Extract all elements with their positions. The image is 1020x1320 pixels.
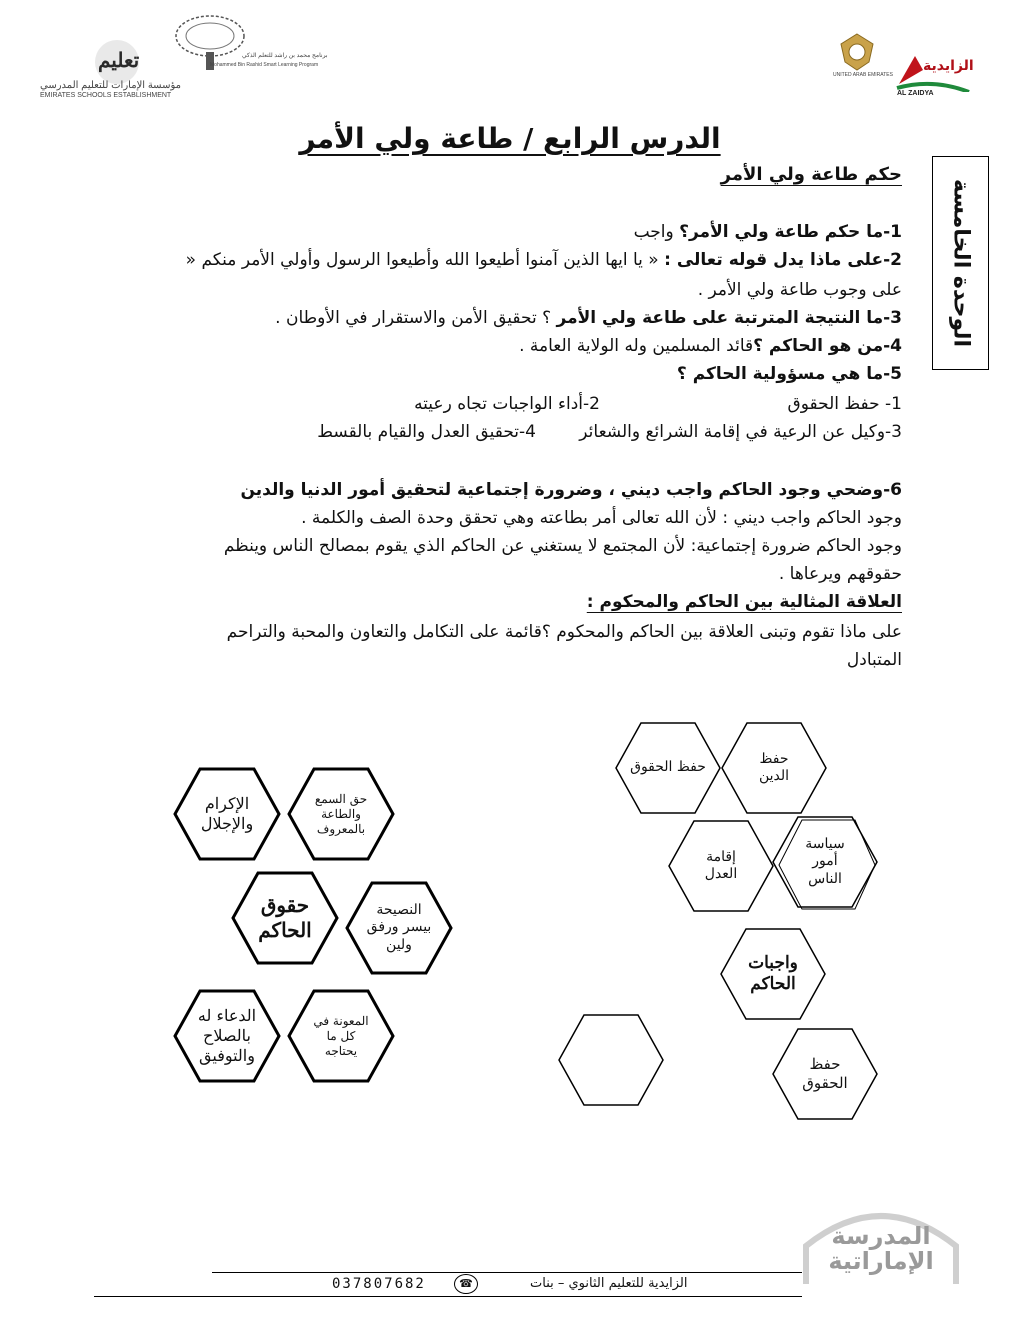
hex-duties-politics — [772, 816, 878, 908]
smart-learning-caption-ar: برنامج محمد بن راشد للتعلم الذكي — [242, 53, 328, 59]
uae-emblem — [833, 30, 893, 80]
hex-rights-advice — [346, 882, 452, 974]
hex-rights-dignity — [174, 768, 280, 860]
q6-answer-2a: وجود الحاكم ضرورة إجتماعية: لأن المجتمع لا يستغني عن الحاكم الذي يقوم بمصالح الناس وينظم — [223, 536, 902, 556]
q2-question: 2-على ماذا يدل قوله تعالى : — [664, 250, 902, 270]
hex-label: إقامة العدل — [704, 848, 738, 882]
q4-question: 4-من هو الحاكم ؟ — [753, 336, 902, 356]
zaidya-school-en: AL ZAIDYA — [897, 90, 934, 97]
relation-question: على ماذا تقوم وتبنى العلاقة بين الحاكم والمحكوم ؟ — [541, 622, 902, 642]
q3-answer: ؟ تحقيق الأمن والاستقرار في الأوطان . — [275, 308, 557, 328]
q1-line — [634, 222, 902, 242]
section-heading: حكم طاعة ولي الأمر — [720, 164, 902, 185]
q5-question: 5-ما هي مسؤولية الحاكم ؟ — [676, 364, 902, 384]
smart-learning-logo — [160, 12, 328, 92]
q2-line — [186, 250, 902, 270]
hex-label: المعونة في كل ما يحتاجه — [313, 1013, 369, 1058]
hex-label: واجبات الحاكم — [748, 952, 798, 994]
q5-item-1: 1- حفظ الحقوق — [787, 394, 902, 414]
hex-label: سياسة أمور الناس — [805, 835, 845, 887]
hex-rights-support — [288, 990, 394, 1082]
hex-label: حفظ الحقوق — [630, 759, 706, 776]
footer-rule-bottom — [94, 1296, 802, 1297]
q5-item-4: 4-تحقيق العدل والقيام بالقسط — [317, 422, 536, 442]
ese-logo-org-ar: مؤسسة الإمارات للتعليم المدرسي — [40, 80, 182, 91]
q6-question: 6-وضحي وجود الحاكم واجب ديني ، وضرورة إجتماعية لتحقيق أمور الدنيا والدين — [240, 480, 902, 500]
ese-logo-brand: تعليم — [98, 50, 140, 72]
relation-answer: قائمة على التكامل والتعاون والمحبة والتراحم — [226, 622, 542, 642]
unit-label-box — [932, 156, 989, 370]
uae-emblem-caption: UNITED ARAB EMIRATES — [833, 72, 893, 78]
smart-learning-caption-en: Mohammed Bin Rashid Smart Learning Program — [210, 62, 319, 68]
q3-line — [275, 308, 902, 328]
hex-duties-rights — [615, 722, 721, 814]
q3-question: 3-ما النتيجة المترتبة على طاعة ولي الأمر — [556, 308, 902, 328]
q4-line — [519, 336, 902, 356]
zaidya-school-logo — [893, 48, 973, 100]
q5-item-3: 3-وكيل عن الرعية في إقامة الشرائع والشعائر — [579, 422, 902, 442]
hex-duties-empty — [558, 1014, 664, 1106]
unit-label: الوحدة الخامسة — [948, 178, 973, 348]
hex-duties-rights-2 — [772, 1028, 878, 1120]
q1-question: 1-ما حكم طاعة ولي الأمر؟ — [679, 222, 902, 242]
q1-answer: واجب — [633, 222, 680, 242]
hex-rights-obedience — [288, 768, 394, 860]
q2-continuation: على وجوب طاعة ولي الأمر . — [697, 280, 902, 300]
hex-label: النصيحة بيسر ورفق ولين — [366, 901, 432, 953]
hex-duties-center — [720, 928, 826, 1020]
hex-label: الإكرام والإجلال — [200, 794, 254, 833]
phone-icon: ☎ — [454, 1274, 478, 1294]
relation-line-1 — [227, 622, 902, 642]
q2-answer: « يا ايها الذين آمنوا أطيعوا الله وأطيعوا الرسول وأولي الأمر منكم « — [185, 250, 665, 270]
hex-rights-prayer — [174, 990, 280, 1082]
hex-label: حقوق الحاكم — [258, 893, 312, 942]
hex-duties-justice — [668, 820, 774, 912]
watermark-text: المدرسة الإماراتية — [828, 1222, 934, 1276]
lesson-title: الدرس الرابع / طاعة ولي الأمر — [299, 122, 721, 155]
emirati-school-watermark — [796, 1196, 966, 1288]
q4-answer: قائد المسلمين وله الولاية العامة . — [519, 336, 754, 356]
hex-duties-religion — [721, 722, 827, 814]
relation-heading: العلاقة المثالية بين الحاكم والمحكوم : — [586, 592, 902, 612]
hex-rights-center — [232, 872, 338, 964]
hex-label — [568, 1014, 654, 1106]
q5-item-2: 2-أداء الواجبات تجاه رعيته — [414, 394, 600, 414]
relation-line-2: المتبادل — [846, 650, 902, 670]
q6-answer-1: وجود الحاكم واجب ديني : لأن الله تعالى أمر بطاعته وهي تحقق وحدة الصف والكلمة . — [301, 508, 902, 528]
hex-label: حفظ الحقوق — [802, 1055, 848, 1092]
zaidya-school-name: الزايدية — [923, 58, 974, 74]
hex-label: حفظ الدين — [758, 750, 790, 784]
hex-label: حق السمع والطاعة بالمعروف — [314, 791, 368, 836]
ese-logo-org-en: EMIRATES SCHOOLS ESTABLISHMENT — [40, 92, 172, 99]
falcon-emblem-icon — [833, 30, 881, 72]
footer-phone: 037807682 — [332, 1276, 426, 1292]
q6-answer-2b: حقوقهم ويرعاها . — [778, 564, 902, 584]
hex-label: الدعاء له بالصلاح والتوفيق — [197, 1006, 257, 1065]
lesson-title-wrap — [0, 122, 1020, 155]
footer-rule-top — [212, 1272, 802, 1273]
footer-school-name: الزايدية للتعليم الثانوي – بنات — [530, 1276, 688, 1291]
